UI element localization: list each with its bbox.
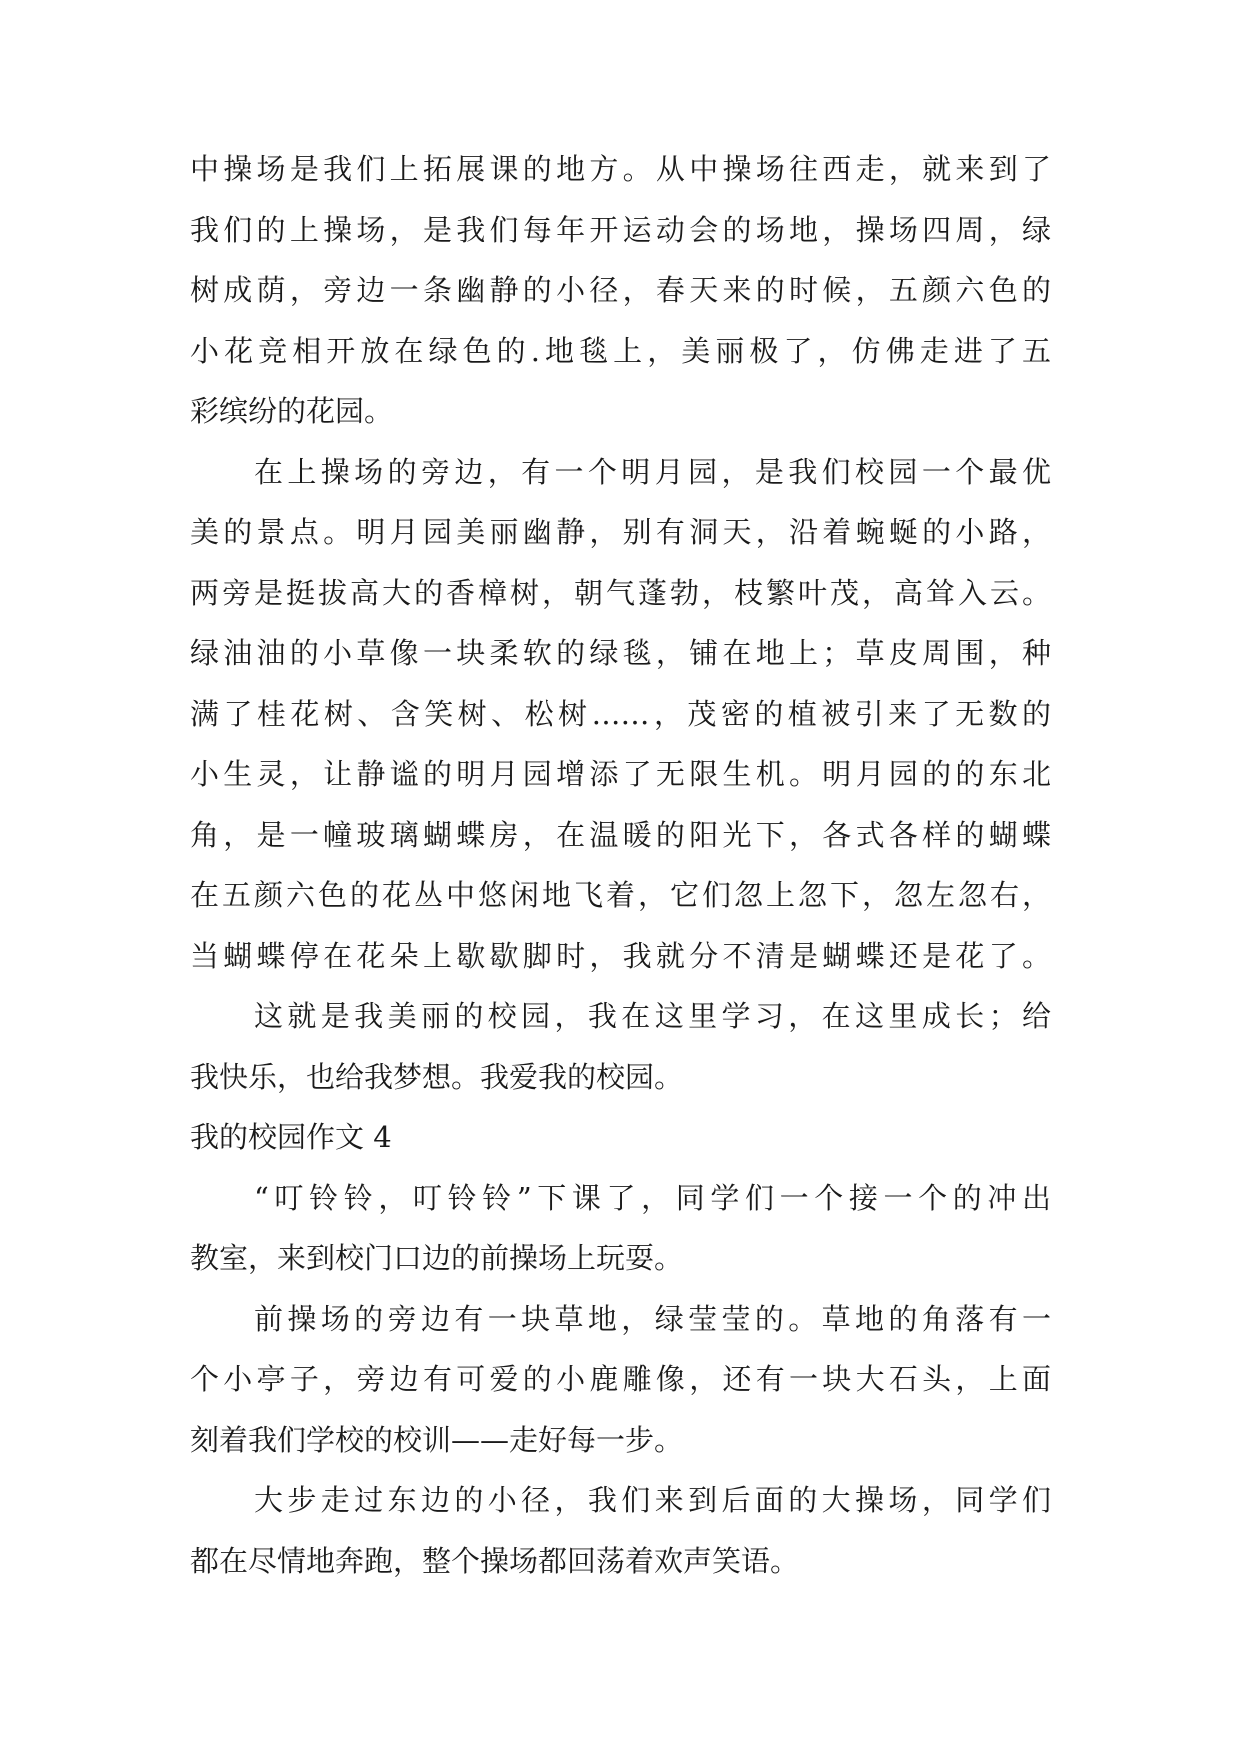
text-line: 我快乐，也给我梦想。我爱我的校园。 [190,1059,684,1094]
text-line: 小生灵，让静谧的明月园增添了无限生机。明月园的的东北 [190,757,1051,791]
text-line: 教室，来到校门口边的前操场上玩耍。 [190,1241,684,1275]
text-line: 两旁是挺拔高大的香樟树，朝气蓬勃，枝繁叶茂，高耸入云。 [190,575,1051,610]
paragraph-first-line: 这就是我美丽的校园，我在这里学习，在这里成长；给 [254,999,1051,1033]
text-line: 树成荫，旁边一条幽静的小径，春天来的时候，五颜六色的 [190,273,1051,307]
paragraph-first-line: “叮铃铃，叮铃铃”下课了，同学们一个接一个的冲出 [254,1180,1051,1215]
text-line: 刻着我们学校的校训——走好每一步。 [190,1422,684,1457]
text-line: 小花竞相开放在绿色的.地毯上，美丽极了，仿佛走进了五 [190,333,1051,368]
section-heading: 我的校园作文 4 [190,1120,392,1154]
text-line: 在五颜六色的花丛中悠闲地飞着，它们忽上忽下，忽左忽右， [190,878,1051,912]
paragraph-first-line: 大步走过东边的小径，我们来到后面的大操场，同学们 [254,1483,1051,1517]
text-line: 美的景点。明月园美丽幽静，别有洞天，沿着蜿蜒的小路， [190,515,1051,549]
text-line: 我们的上操场，是我们每年开运动会的场地，操场四周，绿 [190,212,1051,247]
text-line: 都在尽情地奔跑，整个操场都回荡着欢声笑语。 [190,1543,800,1578]
paragraph-first-line: 前操场的旁边有一块草地，绿莹莹的。草地的角落有一 [254,1301,1051,1336]
text-line: 彩缤纷的花园。 [190,394,394,428]
paragraph-first-line: 在上操场的旁边，有一个明月园，是我们校园一个最优 [254,454,1051,489]
text-line: 中操场是我们上拓展课的地方。从中操场往西走，就来到了 [190,152,1051,186]
text-line: 绿油油的小草像一块柔软的绿毯，铺在地上；草皮周围，种 [190,636,1051,670]
text-line: 角，是一幢玻璃蝴蝶房，在温暖的阳光下，各式各样的蝴蝶 [190,817,1051,852]
text-line: 个小亭子，旁边有可爱的小鹿雕像，还有一块大石头，上面 [190,1362,1051,1396]
essay-body [190,139,1051,1591]
text-line: 满了桂花树、含笑树、松树……，茂密的植被引来了无数的 [190,696,1051,731]
text-line: 当蝴蝶停在花朵上歇歇脚时，我就分不清是蝴蝶还是花了。 [190,938,1051,973]
